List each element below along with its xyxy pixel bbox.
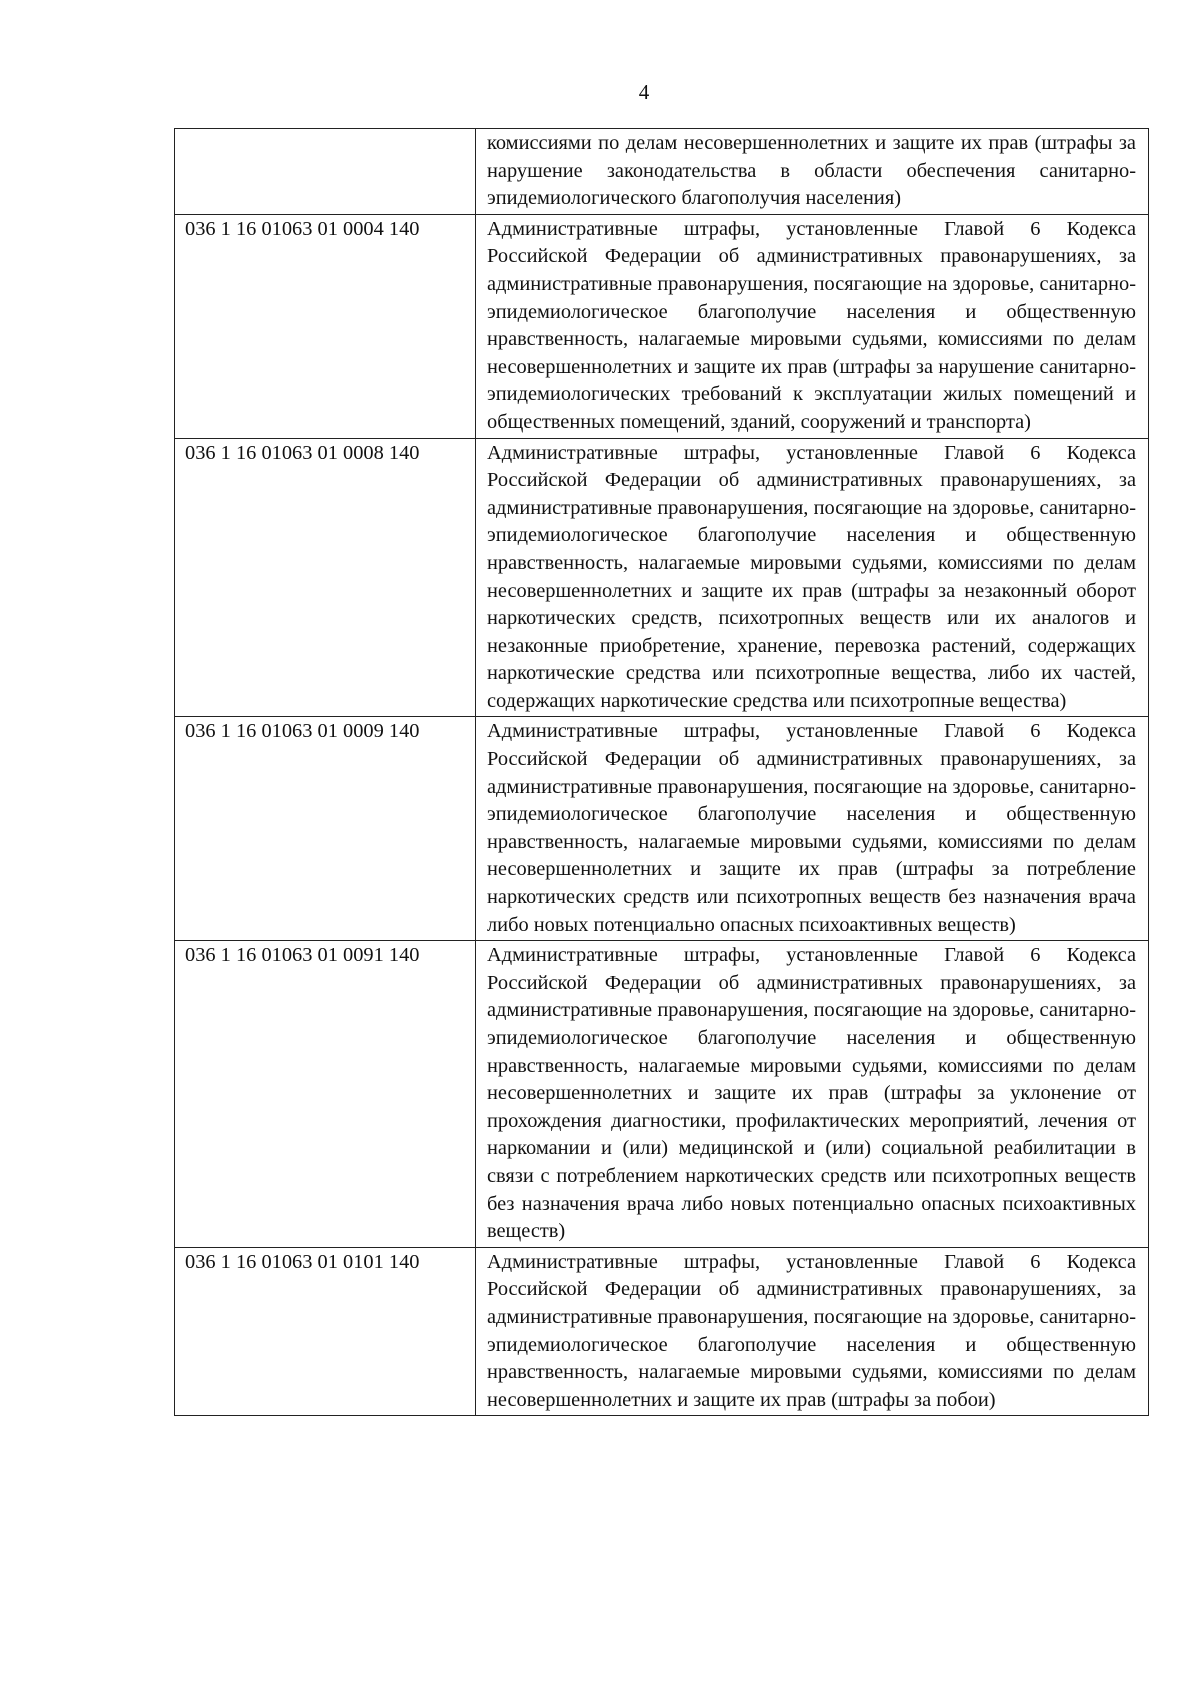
row-description: Административные штрафы, установленные Главой 6 Кодекса Российской Федерации об административных правонарушениях, за административные правонарушения, посягающие на здоровье, санитарно-эпидемиологическое благополучие населения и общественную нравственность, налагаемые мировыми судьями, комиссиями по делам несовершеннолетних и защите их прав (штрафы за побои) [476,1247,1149,1416]
row-code: 036 1 16 01063 01 0101 140 [175,1247,476,1416]
row-code: 036 1 16 01063 01 0009 140 [175,717,476,941]
table-row [175,214,1149,438]
row-description: Административные штрафы, установленные Главой 6 Кодекса Российской Федерации об административных правонарушениях, за административные правонарушения, посягающие на здоровье, санитарно-эпидемиологическое благополучие населения и общественную нравственность, налагаемые мировыми судьями, комиссиями по делам несовершеннолетних и защите их прав (штрафы за уклонение от прохождения диагностики, профилактических мероприятий, лечения от наркомании и (или) медицинской и (или) социальной реабилитации в связи с потреблением наркотических средств или психотропных веществ без назначения врача либо новых потенциально опасных психоактивных веществ) [476,941,1149,1248]
table-row [175,438,1149,717]
page-number: 4 [638,80,650,104]
table-row [175,717,1149,941]
row-code: 036 1 16 01063 01 0008 140 [175,438,476,717]
table-row [175,1247,1149,1416]
row-code: 036 1 16 01063 01 0004 140 [175,214,476,438]
row-code [175,129,476,215]
row-description: Административные штрафы, установленные Главой 6 Кодекса Российской Федерации об административных правонарушениях, за административные правонарушения, посягающие на здоровье, санитарно-эпидемиологическое благополучие населения и общественную нравственность, налагаемые мировыми судьями, комиссиями по делам несовершеннолетних и защите их прав (штрафы за незаконный оборот наркотических средств, психотропных веществ или их аналогов и незаконные приобретение, хранение, перевозка растений, содержащих наркотические средства или психотропные вещества, либо их частей, содержащих наркотические средства или психотропные вещества) [476,438,1149,717]
table-row [175,129,1149,215]
row-description: комиссиями по делам несовершеннолетних и защите их прав (штрафы за нарушение законодательства в области обеспечения санитарно-эпидемиологического благополучия населения) [476,129,1149,215]
budget-codes-table [174,128,1149,1416]
row-code: 036 1 16 01063 01 0091 140 [175,941,476,1248]
table-row [175,941,1149,1248]
row-description: Административные штрафы, установленные Главой 6 Кодекса Российской Федерации об административных правонарушениях, за административные правонарушения, посягающие на здоровье, санитарно-эпидемиологическое благополучие населения и общественную нравственность, налагаемые мировыми судьями, комиссиями по делам несовершеннолетних и защите их прав (штрафы за нарушение санитарно-эпидемиологических требований к эксплуатации жилых помещений и общественных помещений, зданий, сооружений и транспорта) [476,214,1149,438]
row-description: Административные штрафы, установленные Главой 6 Кодекса Российской Федерации об административных правонарушениях, за административные правонарушения, посягающие на здоровье, санитарно-эпидемиологическое благополучие населения и общественную нравственность, налагаемые мировыми судьями, комиссиями по делам несовершеннолетних и защите их прав (штрафы за потребление наркотических средств или психотропных веществ без назначения врача либо новых потенциально опасных психоактивных веществ) [476,717,1149,941]
